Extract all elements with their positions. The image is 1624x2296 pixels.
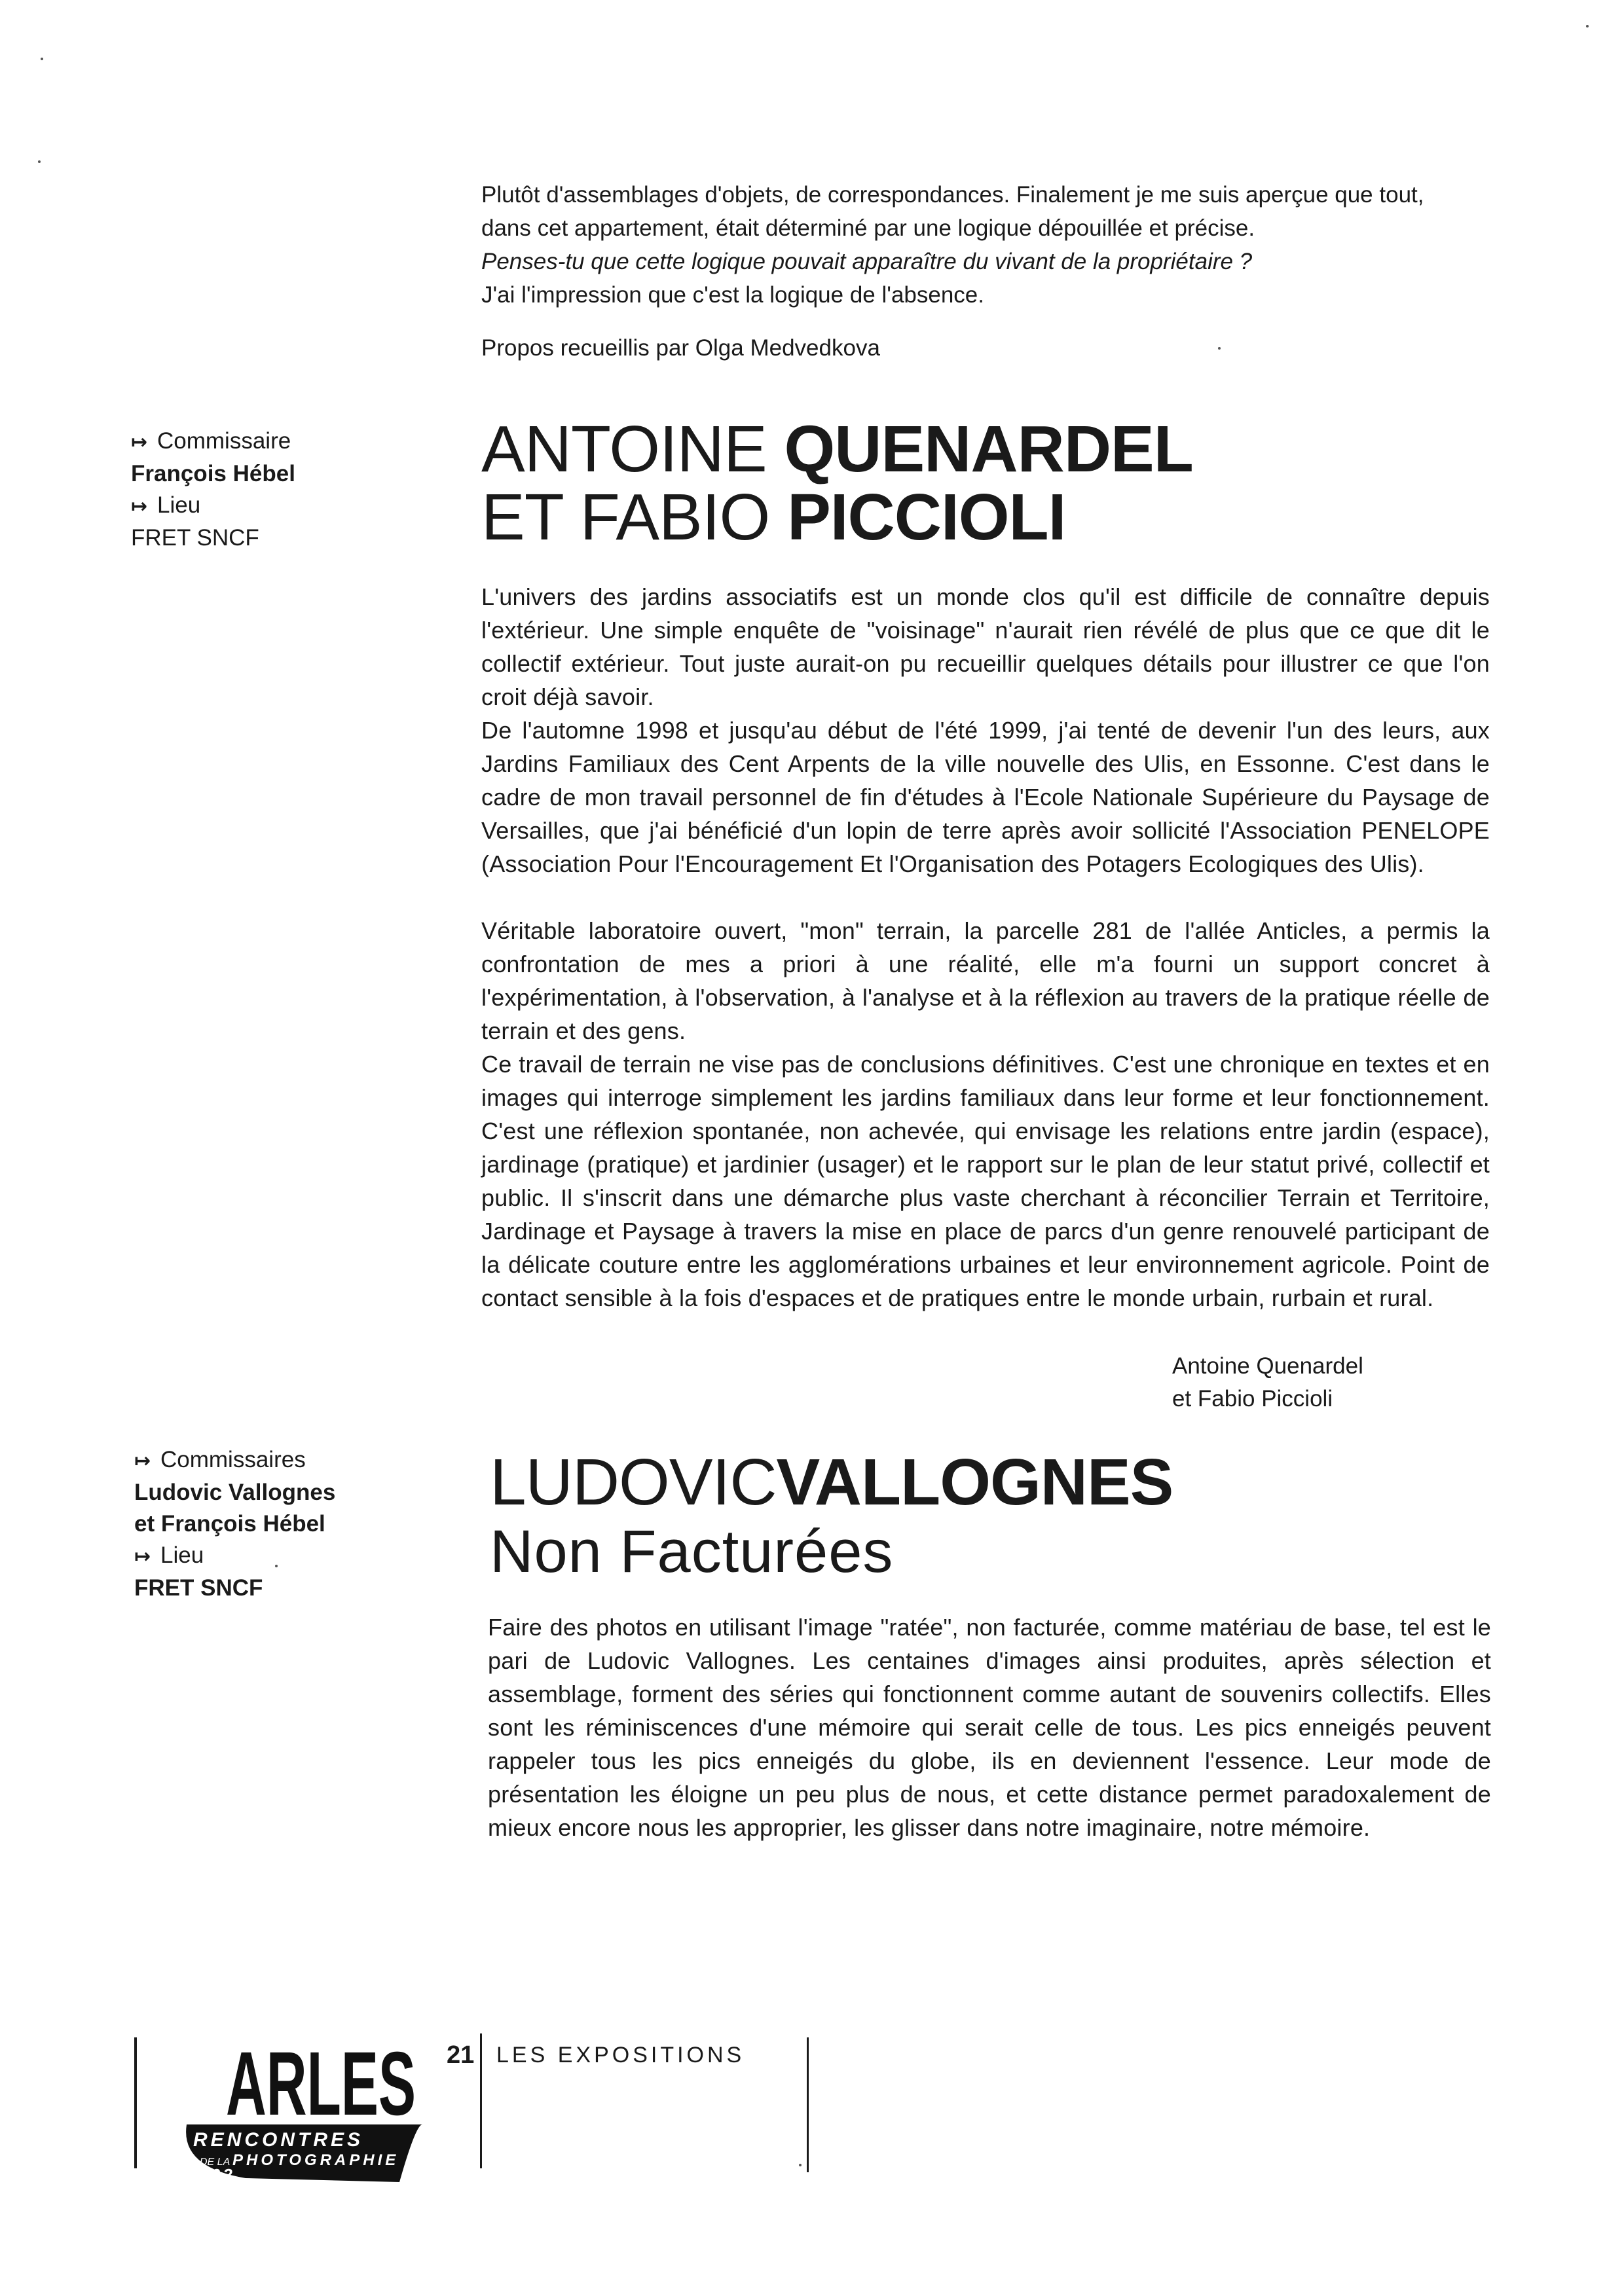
paragraph: Ce travail de terrain ne vise pas de conclusions définitives. C'est une chronique en textes et en images qui interroge simplement les jardins familiaux dans leur forme et leur fonctionnement. C'est une réflexion spontanée, non achevée, qui envisage les relations entre jardin (espace), jardinage (pratique) et jardinier (usager) et le rapport sur le plan de leur statut privé, collectif et public. Il s'inscrit dans une démarche plus vaste cherchant à réconcilier Terrain et Territoire, Jardinage et Paysage à travers la mise en place de parcs d'un genre renouvelé participant de la délicate couture entre les agglomérations urbaines et leur environnement agricole. Point de contact sensible à la fois d'espaces et de pratiques entre le monde urbain, rurbain et rural.: [481, 1051, 1490, 1311]
title-bold: QUENARDEL: [784, 412, 1193, 486]
logo-year: 2002: [187, 2165, 235, 2183]
intro-line: Plutôt d'assemblages d'objets, de correspondances. Finalement je me suis aperçue que tout,: [481, 182, 1424, 208]
arrow-right-icon: ↦: [131, 496, 148, 517]
section2-title: [490, 1446, 1173, 1519]
section1-sidebar: [131, 426, 367, 554]
title-light: LUDOVIC: [490, 1446, 777, 1519]
logo-word: ARLES: [226, 2033, 416, 2134]
title-bold: PICCIOLI: [787, 481, 1066, 554]
paragraph: Faire des photos en utilisant l'image "ratée", non facturée, comme matériau de base, tel est le pari de Ludovic Vallognes. Les centaines d'images ainsi produites, après sélection et assemblage, forment des séries qui fonctionnent comme autant de souvenirs collectifs. Elles sont les réminiscences d'une mémoire qui serait celle de tous. Les pics enneigés peuvent rappeler tous les pics enneigés du globe, ils en deviennent l'essence. Leur mode de présentation les éloigne un peu plus de nous, et cette distance permet paradoxalement de mieux encore nous les approprier, les glisser dans notre imaginaire, notre mémoire.: [488, 1614, 1491, 1841]
footer-rule-mid: [480, 2033, 482, 2168]
scan-speck: [799, 2164, 802, 2166]
footer-section-label: LES EXPOSITIONS: [496, 2043, 745, 2068]
curators-label: Commissaires: [160, 1447, 306, 1472]
arrow-right-icon: ↦: [134, 1546, 151, 1567]
page-number: 21: [447, 2041, 475, 2069]
section2-subtitle: Non Facturées: [490, 1518, 894, 1585]
scan-speck: [1586, 25, 1589, 27]
venue-name: FRET SNCF: [131, 525, 259, 551]
footer-rule-left: [134, 2037, 137, 2168]
logo-line1: RENCONTRES: [193, 2129, 364, 2151]
venue-label: Lieu: [160, 1542, 204, 1568]
scan-speck: [275, 1565, 278, 1567]
signature: [1172, 1350, 1363, 1415]
section2-sidebar: [134, 1444, 370, 1604]
intro-question: Penses-tu que cette logique pouvait apparaître du vivant de la propriétaire ?: [481, 249, 1253, 274]
arrow-right-icon: ↦: [131, 431, 148, 453]
logo-line2b: PHOTOGRAPHIE: [232, 2151, 399, 2169]
arles-logo-graphic: [174, 2026, 435, 2183]
section2-body: [488, 1611, 1491, 1844]
interview-credit: Propos recueillis par Olga Medvedkova: [481, 335, 880, 361]
arrow-right-icon: ↦: [134, 1450, 151, 1472]
title-light: ANTOINE: [481, 412, 784, 486]
intro-answer: J'ai l'impression que c'est la logique de l'absence.: [481, 282, 985, 308]
scan-speck: [38, 160, 41, 163]
title-bold: VALLOGNES: [776, 1446, 1173, 1519]
curator-label: Commissaire: [157, 428, 291, 454]
curator-name: et François Hébel: [134, 1511, 325, 1537]
intro-line: dans cet appartement, était déterminé par une logique dépouillée et précise.: [481, 215, 1255, 241]
arles-logo: [174, 2026, 435, 2183]
title-light: ET FABIO: [481, 481, 788, 554]
curator-name: François Hébel: [131, 461, 295, 486]
section1-body: [481, 580, 1490, 1315]
scan-speck: [1218, 347, 1221, 350]
footer-rule-right: [807, 2037, 809, 2172]
paragraph: L'univers des jardins associatifs est un monde clos qu'il est difficile de connaître depuis l'extérieur. Une simple enquête de "voisinage" n'aurait rien révélé de plus que ce que dit le collectif extérieur. Tout juste aurait-on pu recueillir quelques détails pour illustrer ce que l'on croit déjà savoir.: [481, 583, 1490, 710]
venue-label: Lieu: [157, 492, 201, 518]
paragraph: De l'automne 1998 et jusqu'au début de l'été 1999, j'ai tenté de devenir l'un des leurs, aux Jardins Familiaux des Cent Arpents de la ville nouvelle des Ulis, en Essonne. C'est dans le cadre de mon travail personnel de fin d'études à l'Ecole Nationale Supérieure du Paysage de Versailles, que j'ai bénéficié d'un lopin de terre après avoir sollicité l'Association PENELOPE (Association Pour l'Encouragement Et l'Organisation des Potagers Ecologiques des Ulis).: [481, 717, 1490, 877]
paragraph: Véritable laboratoire ouvert, "mon" terrain, la parcelle 281 de l'allée Anticles, a permis la confrontation de mes a priori à une réalité, elle m'a fourni un support concret à l'expérimentation, à l'observation, à l'analyse et à la réflexion au travers de la pratique réelle de terrain et des gens.: [481, 917, 1490, 1044]
curator-name: Ludovic Vallognes: [134, 1480, 336, 1505]
signature-line: et Fabio Piccioli: [1172, 1386, 1333, 1412]
venue-name: FRET SNCF: [134, 1575, 263, 1601]
logo-line2a: DE LA: [200, 2157, 231, 2168]
intro-block: [481, 178, 1490, 365]
section1-title: [481, 412, 1193, 554]
scan-speck: [41, 58, 43, 60]
signature-line: Antoine Quenardel: [1172, 1353, 1363, 1379]
